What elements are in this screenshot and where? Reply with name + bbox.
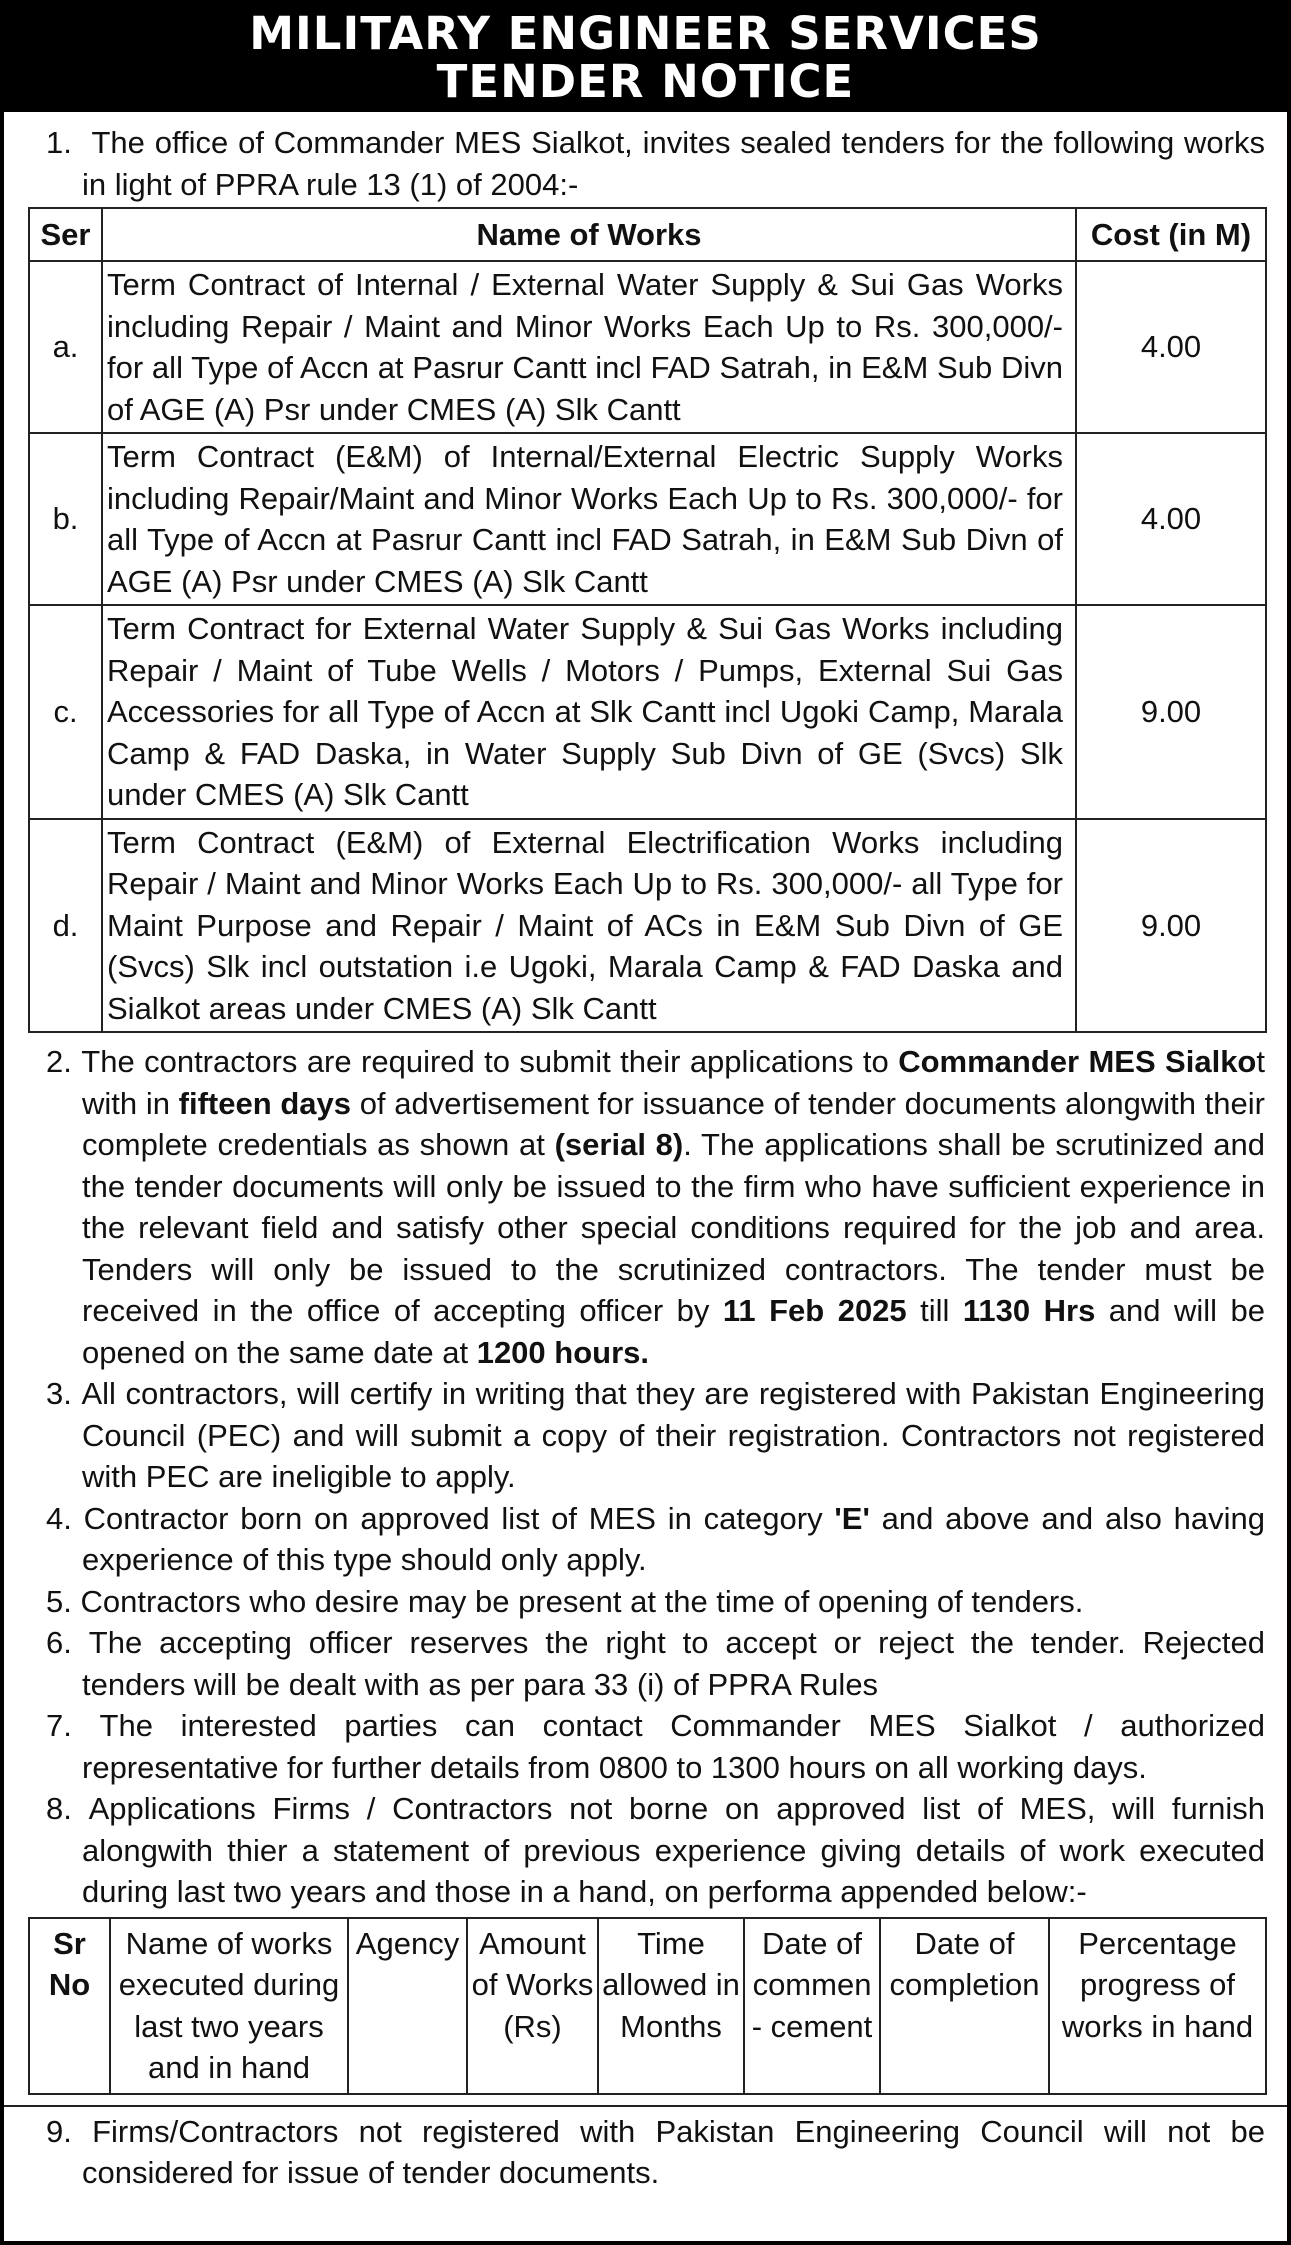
paragraph-9 — [26, 2111, 1265, 2194]
paragraph-3 — [26, 1373, 1265, 1498]
paragraph-4 — [26, 1498, 1265, 1581]
performa-col-amount: Amount of Works (Rs) — [467, 1918, 598, 2094]
paragraph-2 — [26, 1041, 1265, 1373]
paragraph-8 — [26, 1788, 1265, 1913]
paragraph-2-number: 2. — [46, 1044, 72, 1079]
paragraph-4-text: Contractor born on approved list of MES in category — [83, 1500, 835, 1536]
paragraph-9-text: Firms/Contractors not registered with Pakistan Engineering Council will not be considered for issue of tender documents. — [82, 2113, 1265, 2190]
paragraph-2-text: and will be opened on the same date at — [82, 1293, 1265, 1370]
works-ser: c. — [29, 605, 102, 819]
performa-col-commencement: Date of commen - cement — [744, 1918, 880, 2094]
works-cost: 4.00 — [1076, 433, 1266, 605]
paragraph-2-text: . The applications shall be scrutinized and the tender documents will only be issued to the firm who have sufficient experience in the relevant field and satisfy other special conditions required for the job and area. Tenders will only be issued to the scrutinized contractors. The tender must be received in the office of accepting officer by — [82, 1127, 1266, 1328]
paragraph-2-bold: 11 Feb 2025 — [722, 1293, 907, 1328]
paragraph-5-number: 5. — [46, 1583, 72, 1619]
works-table — [28, 207, 1267, 1033]
header-line-1: MILITARY ENGINEER SERVICES — [249, 7, 1042, 60]
paragraph-6 — [26, 1622, 1265, 1705]
works-name: Term Contract (E&M) of External Electrification Works including Repair / Maint and Minor Works Each Up to Rs. 300,000/- all Type for Maint Purpose and Repair / Maint of ACs in E&M Sub Divn of GE (Svcs) Slk incl outstation i.e Ugoki, Marala Camp & FAD Daska and Sialkot areas under CMES (A) Slk Cantt — [102, 819, 1076, 1033]
paragraph-6-number: 6. — [46, 1625, 72, 1660]
paragraph-2-text: of advertisement for issuance of tender documents alongwith their complete credentials as shown at — [82, 1085, 1265, 1162]
notice-body — [4, 112, 1287, 2194]
works-header-name: Name of Works — [102, 208, 1076, 261]
paragraph-4-number: 4. — [46, 1500, 72, 1536]
works-name: Term Contract for External Water Supply & Sui Gas Works including Repair / Maint of Tube Wells / Motors / Pumps, External Sui Gas Accessories for all Type of Accn at Slk Cantt incl Ugoki Camp, Marala Camp & FAD Daska, in Water Supply Sub Divn of GE (Svcs) Slk under CMES (A) Slk Cantt — [102, 605, 1076, 819]
performa-col-time: Time allowed in Months — [598, 1918, 744, 2094]
paragraph-9-number: 9. — [46, 2113, 72, 2149]
notice-header — [4, 4, 1287, 112]
header-line-2: TENDER NOTICE — [436, 55, 855, 108]
paragraph-7-number: 7. — [46, 1708, 72, 1743]
works-name: Term Contract of Internal / External Water Supply & Sui Gas Works including Repair / Maint and Minor Works Each Up to Rs. 300,000/- for all Type of Accn at Pasrur Cantt incl FAD Satrah, in E&M Sub Divn of AGE (A) Psr under CMES (A) Slk Cantt — [102, 261, 1076, 433]
performa-table — [28, 1917, 1267, 2095]
works-ser: b. — [29, 433, 102, 605]
paragraph-5-text: Contractors who desire may be present at the time of opening of tenders. — [80, 1583, 1084, 1619]
works-cost: 9.00 — [1076, 605, 1266, 819]
performa-col-completion: Date of completion — [880, 1918, 1049, 2094]
works-table-header — [29, 208, 1266, 261]
performa-col-progress: Percentage progress of works in hand — [1049, 1918, 1266, 2094]
paragraph-6-text: The accepting officer reserves the right to accept or reject the tender. Rejected tenders will be dealt with as per para 33 (i) of PPRA Rules — [82, 1625, 1265, 1702]
table-row — [29, 605, 1266, 819]
performa-srno-line1: Sr — [53, 1925, 86, 1961]
works-name: Term Contract (E&M) of Internal/External Electric Supply Works including Repair/Maint and Minor Works Each Up to Rs. 300,000/- for all Type of Accn at Pasrur Cantt incl FAD Satrah, in E&M Sub Divn of AGE (A) Psr under CMES (A) Slk Cantt — [102, 433, 1076, 605]
works-cost: 4.00 — [1076, 261, 1266, 433]
paragraph-2-text: The contractors are required to submit their applications to — [81, 1044, 899, 1079]
performa-header-row — [29, 1918, 1266, 2094]
works-ser: a. — [29, 261, 102, 433]
paragraph-1-number: 1. — [46, 125, 72, 160]
paragraph-2-bold: Commander MES Sialko — [898, 1044, 1257, 1079]
table-row — [29, 819, 1266, 1033]
paragraph-2-bold: fifteen days — [178, 1085, 351, 1121]
paragraph-7-text: The interested parties can contact Commander MES Sialkot / authorized representative for further details from 0800 to 1300 hours on all working days. — [82, 1708, 1265, 1785]
paragraph-1-text: The office of Commander MES Sialkot, invites sealed tenders for the following works in light of PPRA rule 13 (1) of 2004:- — [82, 125, 1265, 202]
performa-col-srno — [29, 1918, 110, 2094]
paragraph-2-text: t with in — [82, 1044, 1265, 1121]
paragraph-2-bold: 1130 Hrs — [962, 1293, 1096, 1328]
divider — [4, 2105, 1287, 2107]
paragraph-2-bold: 1200 hours. — [476, 1334, 650, 1370]
works-cost: 9.00 — [1076, 819, 1266, 1033]
table-row — [29, 261, 1266, 433]
paragraph-7 — [26, 1705, 1265, 1788]
paragraph-8-text: Applications Firms / Contractors not borne on approved list of MES, will furnish alongwith thier a statement of previous experience giving details of work executed during last two years and those in a hand, on performa appended below:- — [82, 1791, 1265, 1909]
paragraph-2-bold: (serial 8) — [554, 1127, 684, 1162]
performa-srno-line2: No — [48, 1967, 91, 2002]
paragraph-3-text: All contractors, will certify in writing that they are registered with Pakistan Engineering Council (PEC) and will submit a copy of their registration. Contractors not registered with PEC are ineligible to apply. — [81, 1376, 1265, 1494]
table-row — [29, 433, 1266, 605]
works-header-ser: Ser — [29, 208, 102, 261]
performa-col-name: Name of works executed during last two years and in hand — [110, 1918, 348, 2094]
works-header-cost: Cost (in M) — [1076, 208, 1266, 261]
works-ser: d. — [29, 819, 102, 1033]
paragraph-4-text: and above and also having experience of this type should only apply. — [82, 1500, 1265, 1577]
paragraph-5 — [26, 1581, 1265, 1623]
paragraph-2-text: till — [906, 1293, 963, 1328]
paragraph-8-number: 8. — [46, 1791, 72, 1826]
performa-col-agency: Agency — [348, 1918, 467, 2094]
paragraph-3-number: 3. — [46, 1376, 72, 1411]
paragraph-4-bold: 'E' — [834, 1500, 870, 1536]
paragraph-1 — [26, 122, 1265, 205]
